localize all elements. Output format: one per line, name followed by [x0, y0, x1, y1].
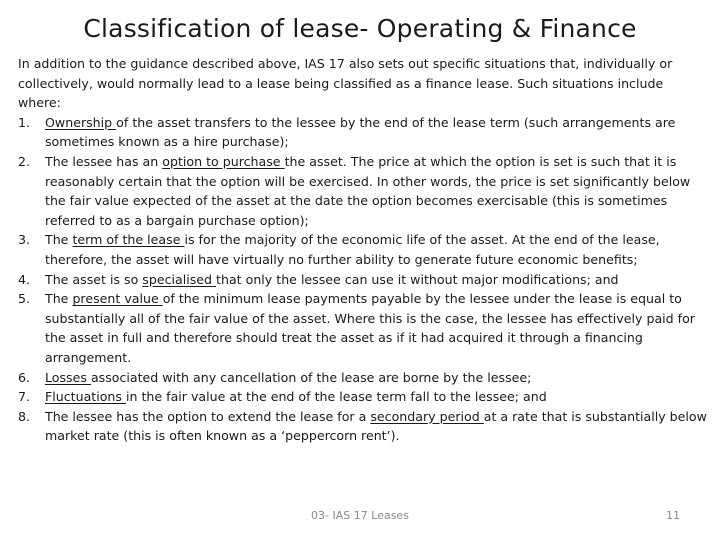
item-number: 7.: [18, 389, 31, 405]
item-number: 2.: [18, 153, 31, 169]
key-term: term of the lease: [72, 232, 185, 248]
item-text: Ownership of the asset transfers to the lessee by the end of the lease term (such arrangements are sometimes known as a hire purchase);: [45, 114, 676, 150]
item-text: The term of the lease is for the majority of the economic life of the asset. At the end of the lease, therefore, the asset will have virtually no further ability to generate future economic benefits;: [45, 232, 660, 267]
page-number: 11: [666, 509, 680, 522]
key-term: specialised: [142, 271, 217, 287]
item-text: The present value of the minimum lease payments payable by the lessee under the lease is equal to substantially all of the fair value of the asset. Where this is the case, the lessee has effectively paid for the asset in full and therefore should treat the asset as if it had acquired it through a financing arrangement.: [45, 291, 695, 365]
key-term: Losses: [45, 369, 91, 385]
item-number: 8.: [18, 408, 31, 424]
item-number: 3.: [18, 232, 31, 248]
key-term: Ownership: [45, 114, 117, 130]
item-text: The lessee has the option to extend the lease for a secondary period at a rate that is substantially below market rate (this is often known as a ‘peppercorn rent’).: [45, 408, 707, 444]
list-item: [18, 387, 708, 407]
item-number: 1.: [18, 114, 31, 130]
item-text: Fluctuations in the fair value at the end of the lease term fall to the lessee; and: [45, 389, 547, 405]
item-text: Losses associated with any cancellation of the lease are borne by the lessee;: [45, 369, 532, 385]
list-item: [18, 113, 708, 152]
item-text: The asset is so specialised that only the lessee can use it without major modifications; and: [45, 271, 619, 287]
list-item: [18, 289, 708, 367]
key-term: present value: [72, 291, 163, 307]
list-item: [18, 230, 708, 269]
criteria-list: [18, 113, 708, 446]
item-number: 4.: [18, 271, 31, 287]
key-term: option to purchase: [162, 153, 285, 169]
list-item: [18, 152, 708, 230]
list-item: [18, 407, 708, 446]
item-number: 6.: [18, 369, 31, 385]
key-term: secondary period: [370, 408, 484, 424]
item-text: The lessee has an option to purchase the asset. The price at which the option is set is such that it is reasonably certain that the option will be exercised. In other words, the price is set significantly below the fair value expected of the asset at the date the option becomes exercisable (this is sometimes referred to as a bargain purchase option);: [45, 153, 691, 228]
item-number: 5.: [18, 291, 31, 307]
slide-title: Classification of lease- Operating & Finance: [83, 14, 637, 43]
list-item: [18, 368, 708, 388]
list-item: [18, 270, 708, 290]
slide-footer: 03- IAS 17 Leases: [311, 509, 409, 522]
intro-paragraph: In addition to the guidance described above, IAS 17 also sets out specific situations that, individually or collectively, would normally lead to a lease being classified as a finance lease. Such situations include where:: [18, 56, 673, 111]
key-term: Fluctuations: [45, 389, 126, 405]
slide-body: [18, 54, 708, 446]
